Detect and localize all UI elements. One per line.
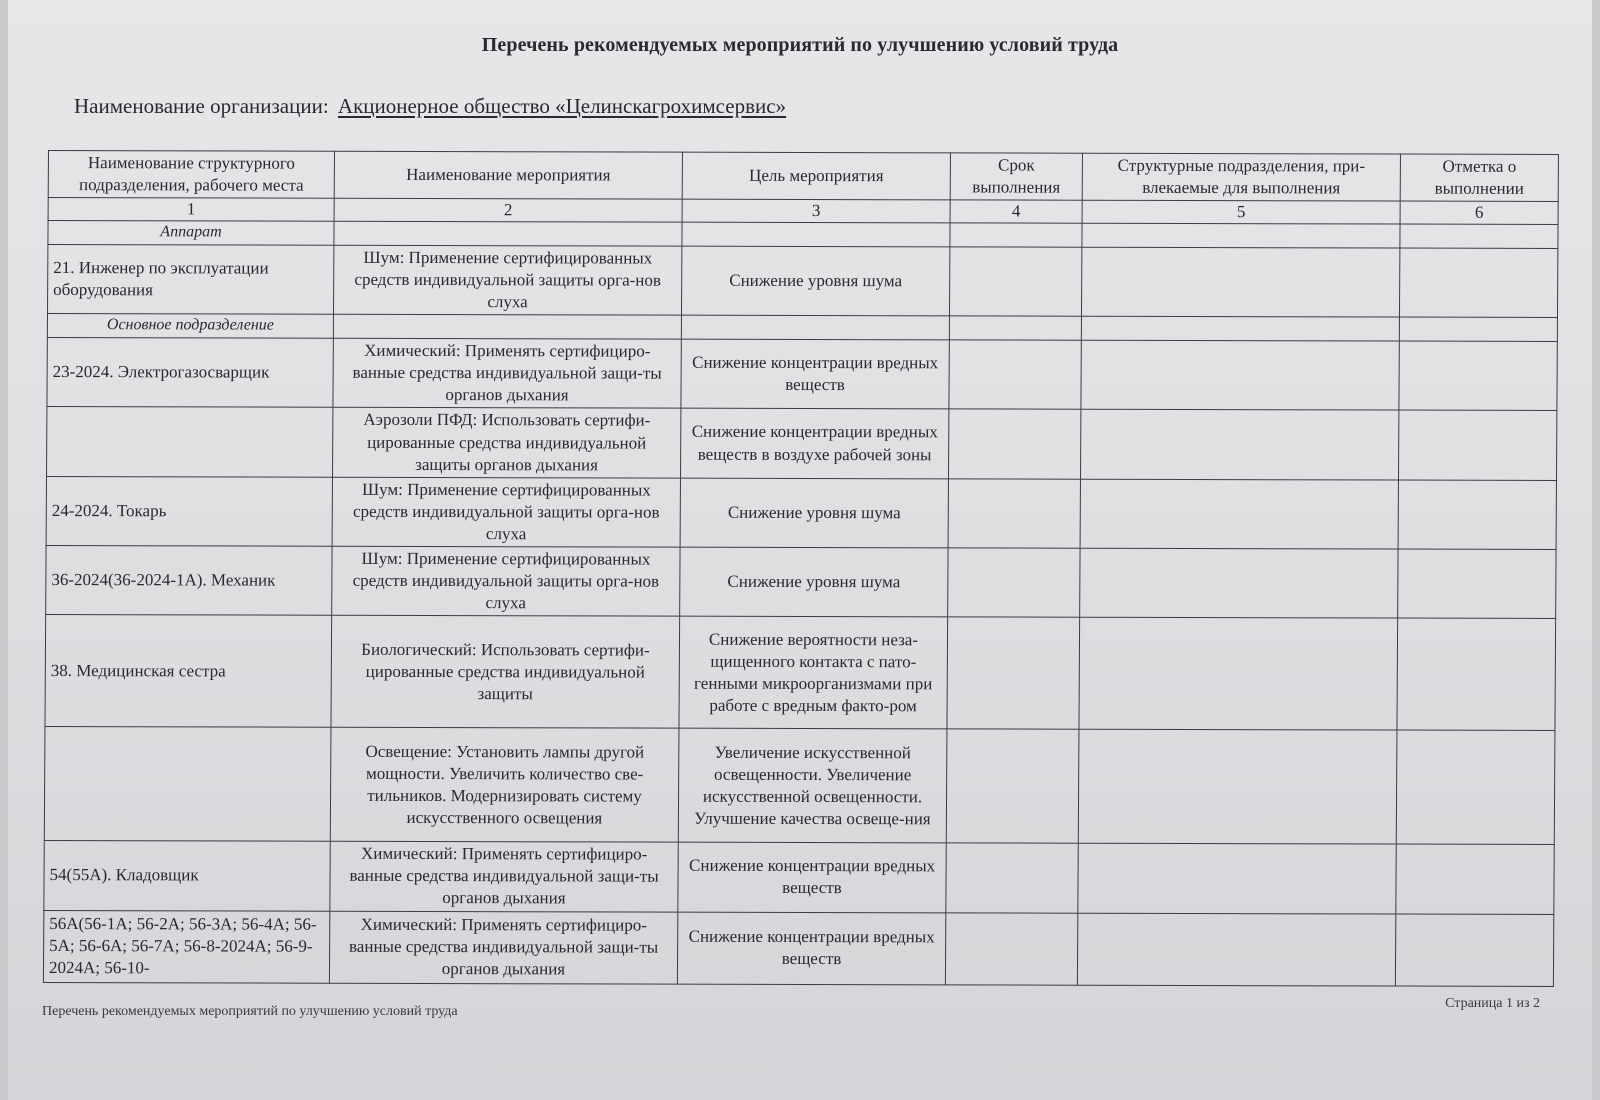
row-departments: [1080, 410, 1398, 480]
row-goal: Снижение уровня шума: [680, 478, 948, 548]
row-measure: Биологический: Использовать сертифи-цированные средства индивидуальной защиты: [331, 616, 680, 729]
header-unit: Наименование структурного подразделения, рабочего места: [48, 151, 334, 199]
row-deadline: [945, 912, 1077, 984]
table-row: [43, 910, 1553, 986]
row-completion-mark: [1398, 480, 1556, 550]
row-deadline: [948, 548, 1080, 618]
row-departments: [1077, 913, 1395, 986]
row-deadline: [948, 479, 1080, 549]
row-deadline: [949, 340, 1081, 410]
measures-table: [43, 150, 1559, 987]
row-deadline: [948, 409, 1080, 479]
row-unit: 54(55А). Кладовщик: [44, 841, 330, 911]
row-completion-mark: [1398, 410, 1556, 480]
section-title: Аппарат: [48, 221, 334, 246]
row-measure: Химический: Применять сертифициро-ванные средства индивидуальной защи-ты органов дыхания: [330, 842, 678, 912]
row-goal: Снижение концентрации вредных веществ: [678, 842, 946, 912]
section-title: Основное подразделение: [47, 314, 333, 339]
row-goal: Снижение концентрации вредных веществ в воздухе рабочей зоны: [680, 409, 948, 479]
row-goal: Снижение уровня шума: [681, 246, 949, 316]
row-departments: [1081, 340, 1399, 410]
organization-line: [74, 94, 798, 119]
table-row: [44, 727, 1555, 845]
table-row: [47, 407, 1557, 480]
column-number: 3: [682, 199, 950, 223]
header-measure: Наименование мероприятия: [334, 151, 682, 199]
row-departments: [1079, 617, 1398, 730]
header-completion-mark: Отметка о выполнении: [1400, 154, 1558, 202]
row-unit: 56А(56-1А; 56-2А; 56-3А; 56-4А; 56-5А; 56-6А; 56-7А; 56-8-2024А; 56-9-2024А; 56-10-: [43, 910, 329, 983]
header-departments: Структурные подразделения, при-влекаемые для выполнения: [1082, 153, 1400, 201]
row-completion-mark: [1399, 248, 1557, 318]
row-unit: [44, 727, 331, 842]
row-goal: Снижение уровня шума: [680, 547, 948, 617]
row-unit: 21. Инженер по эксплуатации оборудования: [47, 245, 333, 315]
row-completion-mark: [1396, 844, 1554, 914]
table-row: [45, 615, 1556, 731]
row-unit: 24-2024. Токарь: [46, 476, 332, 546]
column-number: 4: [950, 200, 1082, 223]
header-deadline: Срок выполнения: [950, 153, 1082, 201]
row-goal: Снижение концентрации вредных веществ: [681, 339, 949, 409]
row-unit: 36-2024(36-2024-1А). Механик: [46, 546, 332, 616]
row-unit: 23-2024. Электрогазосварщик: [47, 338, 333, 408]
document-title: Перечень рекомендуемых мероприятий по улучшению условий труда: [481, 34, 1119, 56]
header-goal: Цель мероприятия: [682, 152, 950, 200]
row-completion-mark: [1397, 618, 1556, 730]
column-number: 6: [1400, 201, 1558, 225]
column-number: 2: [334, 198, 682, 222]
row-unit: [47, 407, 333, 477]
table-row: [47, 338, 1557, 411]
row-deadline: [946, 843, 1078, 913]
table-row: [44, 841, 1554, 914]
row-departments: [1078, 729, 1397, 844]
row-departments: [1078, 843, 1396, 913]
row-measure: Химический: Применять сертифициро-ванные средства индивидуальной защи-ты органов дыхания: [333, 338, 681, 408]
row-completion-mark: [1396, 730, 1555, 844]
row-deadline: [946, 729, 1079, 843]
table-row: [46, 476, 1556, 549]
row-measure: Освещение: Установить лампы другой мощности. Увеличить количество све-тильников. Модернизировать систему искусственного освещения: [330, 728, 679, 843]
row-completion-mark: [1398, 549, 1556, 619]
page-number: Страница 1 из 2: [1445, 996, 1540, 1011]
row-completion-mark: [1395, 914, 1553, 986]
row-goal: Снижение вероятности неза-щищенного контакта с пато-генными микроорганизмами при работе с вредным факто-ром: [679, 616, 948, 729]
row-departments: [1080, 479, 1398, 549]
row-measure: Шум: Применение сертифицированных средств индивидуальной защиты орга-нов слуха: [332, 477, 680, 547]
row-measure: Аэрозоли ПФД: Использовать сертифи-цированные средства индивидуальной защиты органов дыхания: [333, 408, 681, 478]
row-deadline: [949, 247, 1081, 317]
column-number: 5: [1082, 200, 1400, 224]
row-deadline: [947, 617, 1080, 729]
table-header-row: [48, 151, 1558, 202]
row-goal: Снижение концентрации вредных веществ: [677, 912, 945, 985]
organization-name: Акционерное общество «Целинскагрохимсервис»: [337, 94, 787, 118]
row-unit: 38. Медицинская сестра: [45, 615, 332, 728]
row-completion-mark: [1399, 341, 1557, 411]
row-measure: Химический: Применять сертифициро-ванные средства индивидуальной защи-ты органов дыхания: [329, 911, 677, 984]
column-number: 1: [48, 198, 334, 222]
document-page: [8, 0, 1592, 1100]
organization-label: Наименование организации:: [74, 94, 329, 118]
row-measure: Шум: Применение сертифицированных средств индивидуальной защиты орга-нов слуха: [332, 546, 680, 616]
row-departments: [1081, 247, 1399, 317]
table-row: [46, 546, 1556, 619]
row-goal: Увеличение искусственной освещенности. Увеличение искусственной освещенности. Улучшение качества освеще-ния: [678, 728, 947, 843]
row-departments: [1080, 548, 1398, 618]
row-measure: Шум: Применение сертифицированных средств индивидуальной защиты орга-нов слуха: [333, 245, 681, 315]
footer-caption: Перечень рекомендуемых мероприятий по улучшению условий труда: [42, 1004, 458, 1019]
table-row: [47, 245, 1557, 318]
